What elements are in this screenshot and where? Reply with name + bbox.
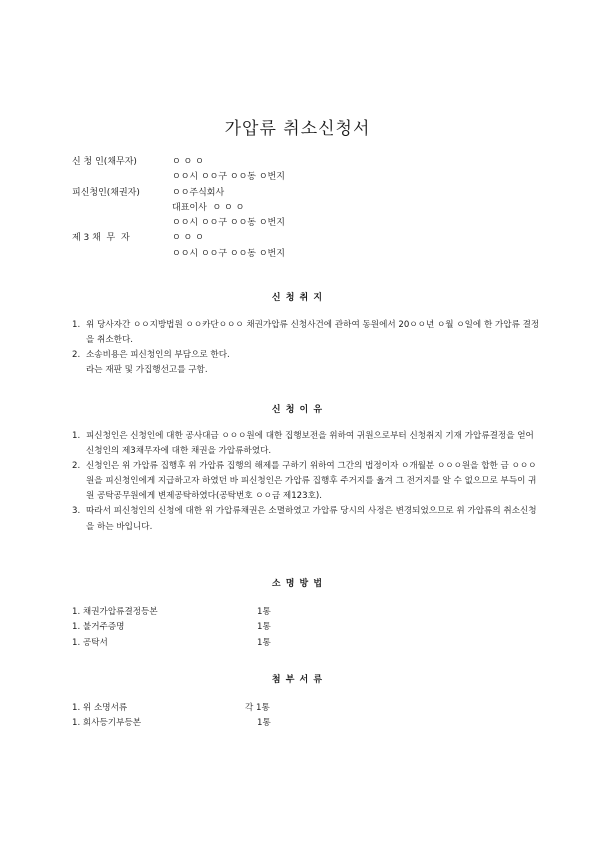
party-label: [72, 216, 172, 231]
party-row: [72, 170, 285, 185]
party-value: ㅇ ㅇ ㅇ: [172, 233, 204, 244]
list-item-qty: 1통: [257, 718, 271, 729]
reason-item: [72, 429, 542, 459]
party-label: 신 청 인(채무자): [72, 157, 137, 167]
party-value: ㅇ ㅇ ㅇ: [172, 157, 204, 167]
purpose-item: [72, 348, 542, 363]
item-text: 신청인은 위 가압류 집행후 위 가압류 집행의 해제를 구하기 위하여 그간의 법정이자 ㅇ개월분 ㅇㅇㅇ원을 합한 금 ㅇㅇㅇ원을 피신청인에게 지급하고자 하였던 바 피신청인은 가압류 집행후 주거지를 옮겨 그 전거지를 알 수 없으므로 부득이 귀원 공탁공무원에게 변제공탁하였다(공탁번호 ㅇㅇ금 제123호).: [86, 461, 537, 502]
list-item: [72, 701, 271, 716]
list-item-qty: 각 1통: [245, 703, 270, 713]
list-item-qty: 1통: [257, 607, 271, 617]
party-label: [72, 247, 172, 262]
list-item-qty: 1통: [257, 622, 271, 633]
reasons-items: [72, 429, 542, 535]
item-text: 소송비용은 피신청인의 부담으로 한다.: [86, 350, 230, 361]
party-row: [72, 186, 285, 201]
attachments-list: [72, 701, 271, 732]
list-item-name: 1. 위 소명서류: [72, 703, 128, 713]
party-value: ㅇㅇ시 ㅇㅇ구 ㅇㅇ동 ㅇ번지: [172, 172, 285, 183]
party-label: 피신청인(채권자): [72, 187, 140, 198]
item-text: 피신청인은 신청인에 대한 공사대금 ㅇㅇㅇ원에 대한 집행보전을 위하여 귀원으로부터 신청취지 기재 가압류결정을 얻어 신청인의 제3채무자에 대한 채권을 가압류하였다.: [86, 431, 534, 457]
party-row: [72, 216, 285, 231]
party-value: ㅇㅇ시 ㅇㅇ구 ㅇㅇ동 ㅇ번지: [172, 218, 285, 229]
reason-item: [72, 459, 542, 504]
document-title: 가압류 취소신청서: [224, 119, 371, 139]
party-row: [72, 231, 285, 246]
party-label: [72, 170, 172, 185]
party-row: [72, 201, 285, 216]
reason-item: [72, 504, 542, 534]
purpose-item: [72, 318, 542, 348]
item-text: 위 당사자간 ㅇㅇ지방법원 ㅇㅇ카단ㅇㅇㅇ 채권가압류 신청사건에 관하여 동원에서 20ㅇㅇ년 ㅇ월 ㅇ일에 한 가압류 결정을 취소한다.: [86, 320, 540, 346]
purpose-heading: 신 청 취 지: [271, 293, 324, 303]
parties-block: [72, 155, 285, 262]
item-text: 따라서 피신청인의 신청에 대한 위 가압류채권은 소멸하였고 가압류 당시의 사정은 변경되었으므로 위 가압류의 취소신청을 하는 바입니다.: [86, 506, 537, 532]
party-label: [72, 201, 172, 216]
list-item-name: 1. 채권가압류결정등본: [72, 607, 158, 617]
reasons-heading: 신 청 이 유: [271, 405, 324, 415]
purpose-items: [72, 318, 542, 378]
item-number: 2.: [72, 350, 81, 361]
party-value: 대표이사 ㅇ ㅇ ㅇ: [172, 202, 245, 213]
list-item: [72, 716, 271, 731]
item-number: 3.: [72, 506, 81, 517]
proof-list: [72, 605, 271, 651]
list-item-name: 1. 회사등기부등본: [72, 718, 142, 729]
party-value: ㅇㅇ주식회사: [172, 187, 225, 198]
list-item-qty: 1통: [257, 637, 271, 648]
attachments-heading: 첨 부 서 류: [271, 675, 324, 685]
party-row: [72, 247, 285, 262]
list-item-name: 1. 불거주증명: [72, 622, 125, 633]
list-item-name: 1. 공탁서: [72, 637, 108, 648]
party-row: [72, 155, 285, 170]
list-item: [72, 636, 271, 651]
item-number: 1.: [72, 431, 81, 441]
party-label: 제 3 채 무 자: [72, 233, 130, 244]
item-number: 2.: [72, 461, 81, 472]
list-item: [72, 620, 271, 635]
item-number: 1.: [72, 320, 81, 330]
list-item: [72, 605, 271, 620]
proof-heading: 소 명 방 법: [271, 579, 324, 589]
purpose-closing: 라는 재판 및 가집행선고를 구함.: [86, 365, 208, 376]
party-value: ㅇㅇ시 ㅇㅇ구 ㅇㅇ동 ㅇ번지: [172, 248, 285, 259]
